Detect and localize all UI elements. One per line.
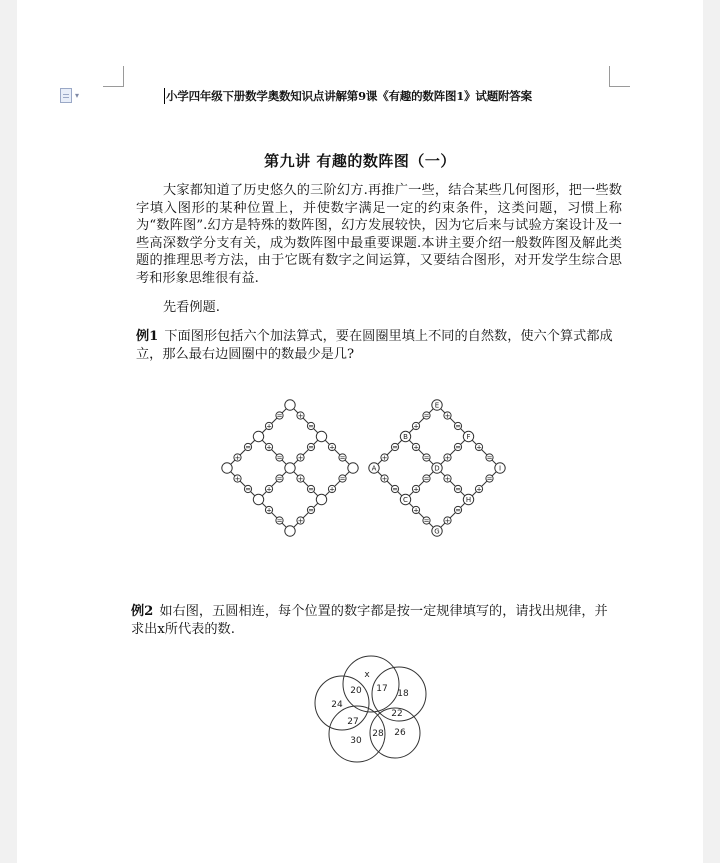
node-label: H (465, 496, 472, 505)
operator-symbol: = (486, 454, 493, 463)
label-20: 20 (350, 686, 362, 696)
example-1-label: 例1 (136, 329, 159, 344)
operator-symbol: = (423, 475, 430, 484)
operator-symbol: + (329, 443, 335, 452)
operator-symbol: + (234, 454, 241, 463)
operator-symbol: = (308, 485, 314, 494)
operator-symbol: = (423, 517, 430, 526)
operator-symbol: = (276, 517, 283, 526)
operator-symbol: = (276, 412, 283, 421)
operator-symbol: = (455, 443, 461, 452)
operator-symbol: = (245, 443, 251, 452)
operator-symbol: = (308, 443, 314, 452)
operator-symbol: + (476, 485, 482, 494)
operator-symbol: = (339, 454, 346, 463)
operator-symbol: + (413, 485, 419, 494)
chevron-down-icon: ▾ (75, 90, 80, 100)
operator-symbol: + (297, 475, 304, 484)
operator-symbol: = (455, 506, 461, 515)
operator-symbol: = (276, 454, 283, 463)
operator-symbol: + (297, 454, 304, 463)
operator-symbol: = (308, 506, 314, 515)
operator-symbol: = (423, 454, 430, 463)
example-2-text: 如右图，五圆相连，每个位置的数字都是按一定规律填写的，请找出规律，并求出x所代表的数. (131, 604, 608, 637)
label-26: 26 (394, 728, 406, 738)
circle-top (343, 656, 399, 712)
operator-symbol: + (266, 485, 272, 494)
intro-paragraph: 大家都知道了历史悠久的三阶幻方.再推广一些，结合某些几何图形，把一些数字填入图形的某种位置上，并使数字满足一定的约束条件，这类问题，习惯上称为“数阵图”.幻方是特殊的数阵图，幻方发展较快，因为它后来与试验方案设计及一些高深数学分支有关，成为数阵图中最重要课题.本讲主要介绍一般数阵图及解此类题的推理思考方法，由于它既有数字之间运算，又要结合图形，对开发学生综合思考和形象思维很有益. (136, 183, 622, 286)
label-22: 22 (391, 709, 403, 719)
node-label: E (434, 401, 440, 410)
label-17: 17 (376, 684, 388, 694)
see-examples-text: 先看例题. (163, 300, 220, 315)
label-24: 24 (331, 700, 343, 710)
label-18: 18 (397, 689, 409, 699)
operator-symbol: + (444, 412, 451, 421)
operator-symbol: + (381, 454, 388, 463)
operator-symbol: + (266, 443, 272, 452)
label-x: x (364, 670, 370, 680)
node-label: I (498, 464, 502, 473)
example-2-label: 例2 (131, 604, 154, 619)
label-27: 27 (347, 717, 359, 727)
operator-symbol: + (297, 517, 304, 526)
operator-symbol: + (297, 412, 304, 421)
node-label: F (466, 433, 471, 442)
operator-symbol: + (476, 443, 482, 452)
operator-symbol: + (234, 475, 241, 484)
operator-symbol: + (444, 454, 451, 463)
lesson-title: 第九讲 有趣的数阵图（一） (264, 152, 456, 170)
operator-symbol: = (455, 422, 461, 431)
node-label: B (403, 433, 408, 442)
document-header: 小学四年级下册数学奥数知识点讲解第9课《有趣的数阵图1》试题附答案 (166, 89, 532, 103)
label-28: 28 (372, 729, 384, 739)
operator-symbol: = (392, 485, 398, 494)
node-label: D (434, 464, 440, 473)
operator-symbol: + (266, 506, 272, 515)
operator-symbol: + (413, 422, 419, 431)
operator-symbol: = (423, 412, 430, 421)
operator-symbol: + (413, 506, 419, 515)
operator-symbol: = (339, 475, 346, 484)
operator-symbol: + (381, 475, 388, 484)
operator-symbol: = (455, 485, 461, 494)
label-30: 30 (350, 736, 362, 746)
example-1-text: 下面图形包括六个加法算式，要在圆圈里填上不同的自然数，使六个算式都成立，那么最右边圆圈中的数最少是几? (136, 329, 613, 362)
operator-symbol: + (329, 485, 335, 494)
operator-symbol: = (276, 475, 283, 484)
operator-symbol: = (392, 443, 398, 452)
node-label: G (434, 527, 440, 536)
operator-symbol: + (444, 475, 451, 484)
node-label: A (371, 464, 377, 473)
node-label: C (403, 496, 408, 505)
operator-symbol: + (444, 517, 451, 526)
operator-symbol: + (266, 422, 272, 431)
operator-symbol: = (308, 422, 314, 431)
operator-symbol: = (486, 475, 493, 484)
operator-symbol: = (245, 485, 251, 494)
operator-symbol: + (413, 443, 419, 452)
